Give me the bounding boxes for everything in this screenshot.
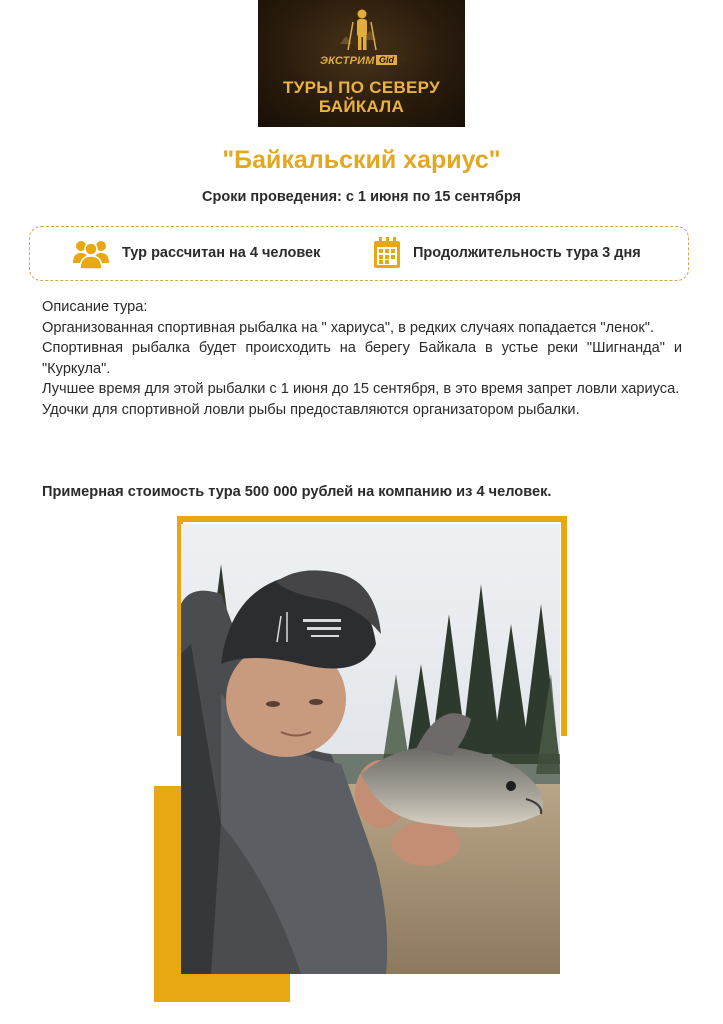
calendar-icon bbox=[373, 237, 401, 269]
fisherman-with-grayling-image bbox=[181, 524, 560, 974]
description-paragraph-3: Лучшее время для этой рыбалки с 1 июня до 15 сентября, в это время запрет ловли хариуса. bbox=[42, 381, 680, 397]
fisherman-photo bbox=[181, 524, 560, 974]
description-heading: Описание тура: bbox=[42, 299, 148, 315]
people-group-icon bbox=[72, 237, 110, 269]
description-paragraph-2: Спортивная рыбалка будет происходить на берегу Байкала в устье реки "Шигнанда" и "Куркула". bbox=[42, 340, 682, 377]
info-duration-text: Продолжительность тура 3 дня bbox=[413, 245, 641, 261]
logo-text-line2: БАЙКАЛА bbox=[318, 97, 405, 116]
logo-text-line1: ТУРЫ ПО СЕВЕРУ bbox=[283, 78, 440, 97]
info-people bbox=[72, 237, 320, 269]
logo bbox=[258, 0, 465, 127]
tour-price: Примерная стоимость тура 500 000 рублей на компанию из 4 человек. bbox=[42, 484, 552, 500]
logo-brand: ЭКСТРИМ bbox=[320, 55, 375, 67]
logo-brand-tag: Gid bbox=[376, 55, 397, 65]
tour-description bbox=[42, 297, 682, 420]
description-paragraph-1: Организованная спортивная рыбалка на " хариуса", в редких случаях попадается "ленок". bbox=[42, 319, 655, 336]
info-people-text: Тур рассчитан на 4 человек bbox=[122, 245, 321, 261]
tour-dates: Сроки проведения: с 1 июня по 15 сентября bbox=[202, 189, 521, 205]
description-paragraph-4: Удочки для спортивной ловли рыбы предоставляются организатором рыбалки. bbox=[42, 401, 580, 418]
info-box bbox=[29, 226, 689, 281]
tour-title: "Байкальский хариус" bbox=[222, 146, 501, 174]
info-duration bbox=[373, 237, 641, 269]
